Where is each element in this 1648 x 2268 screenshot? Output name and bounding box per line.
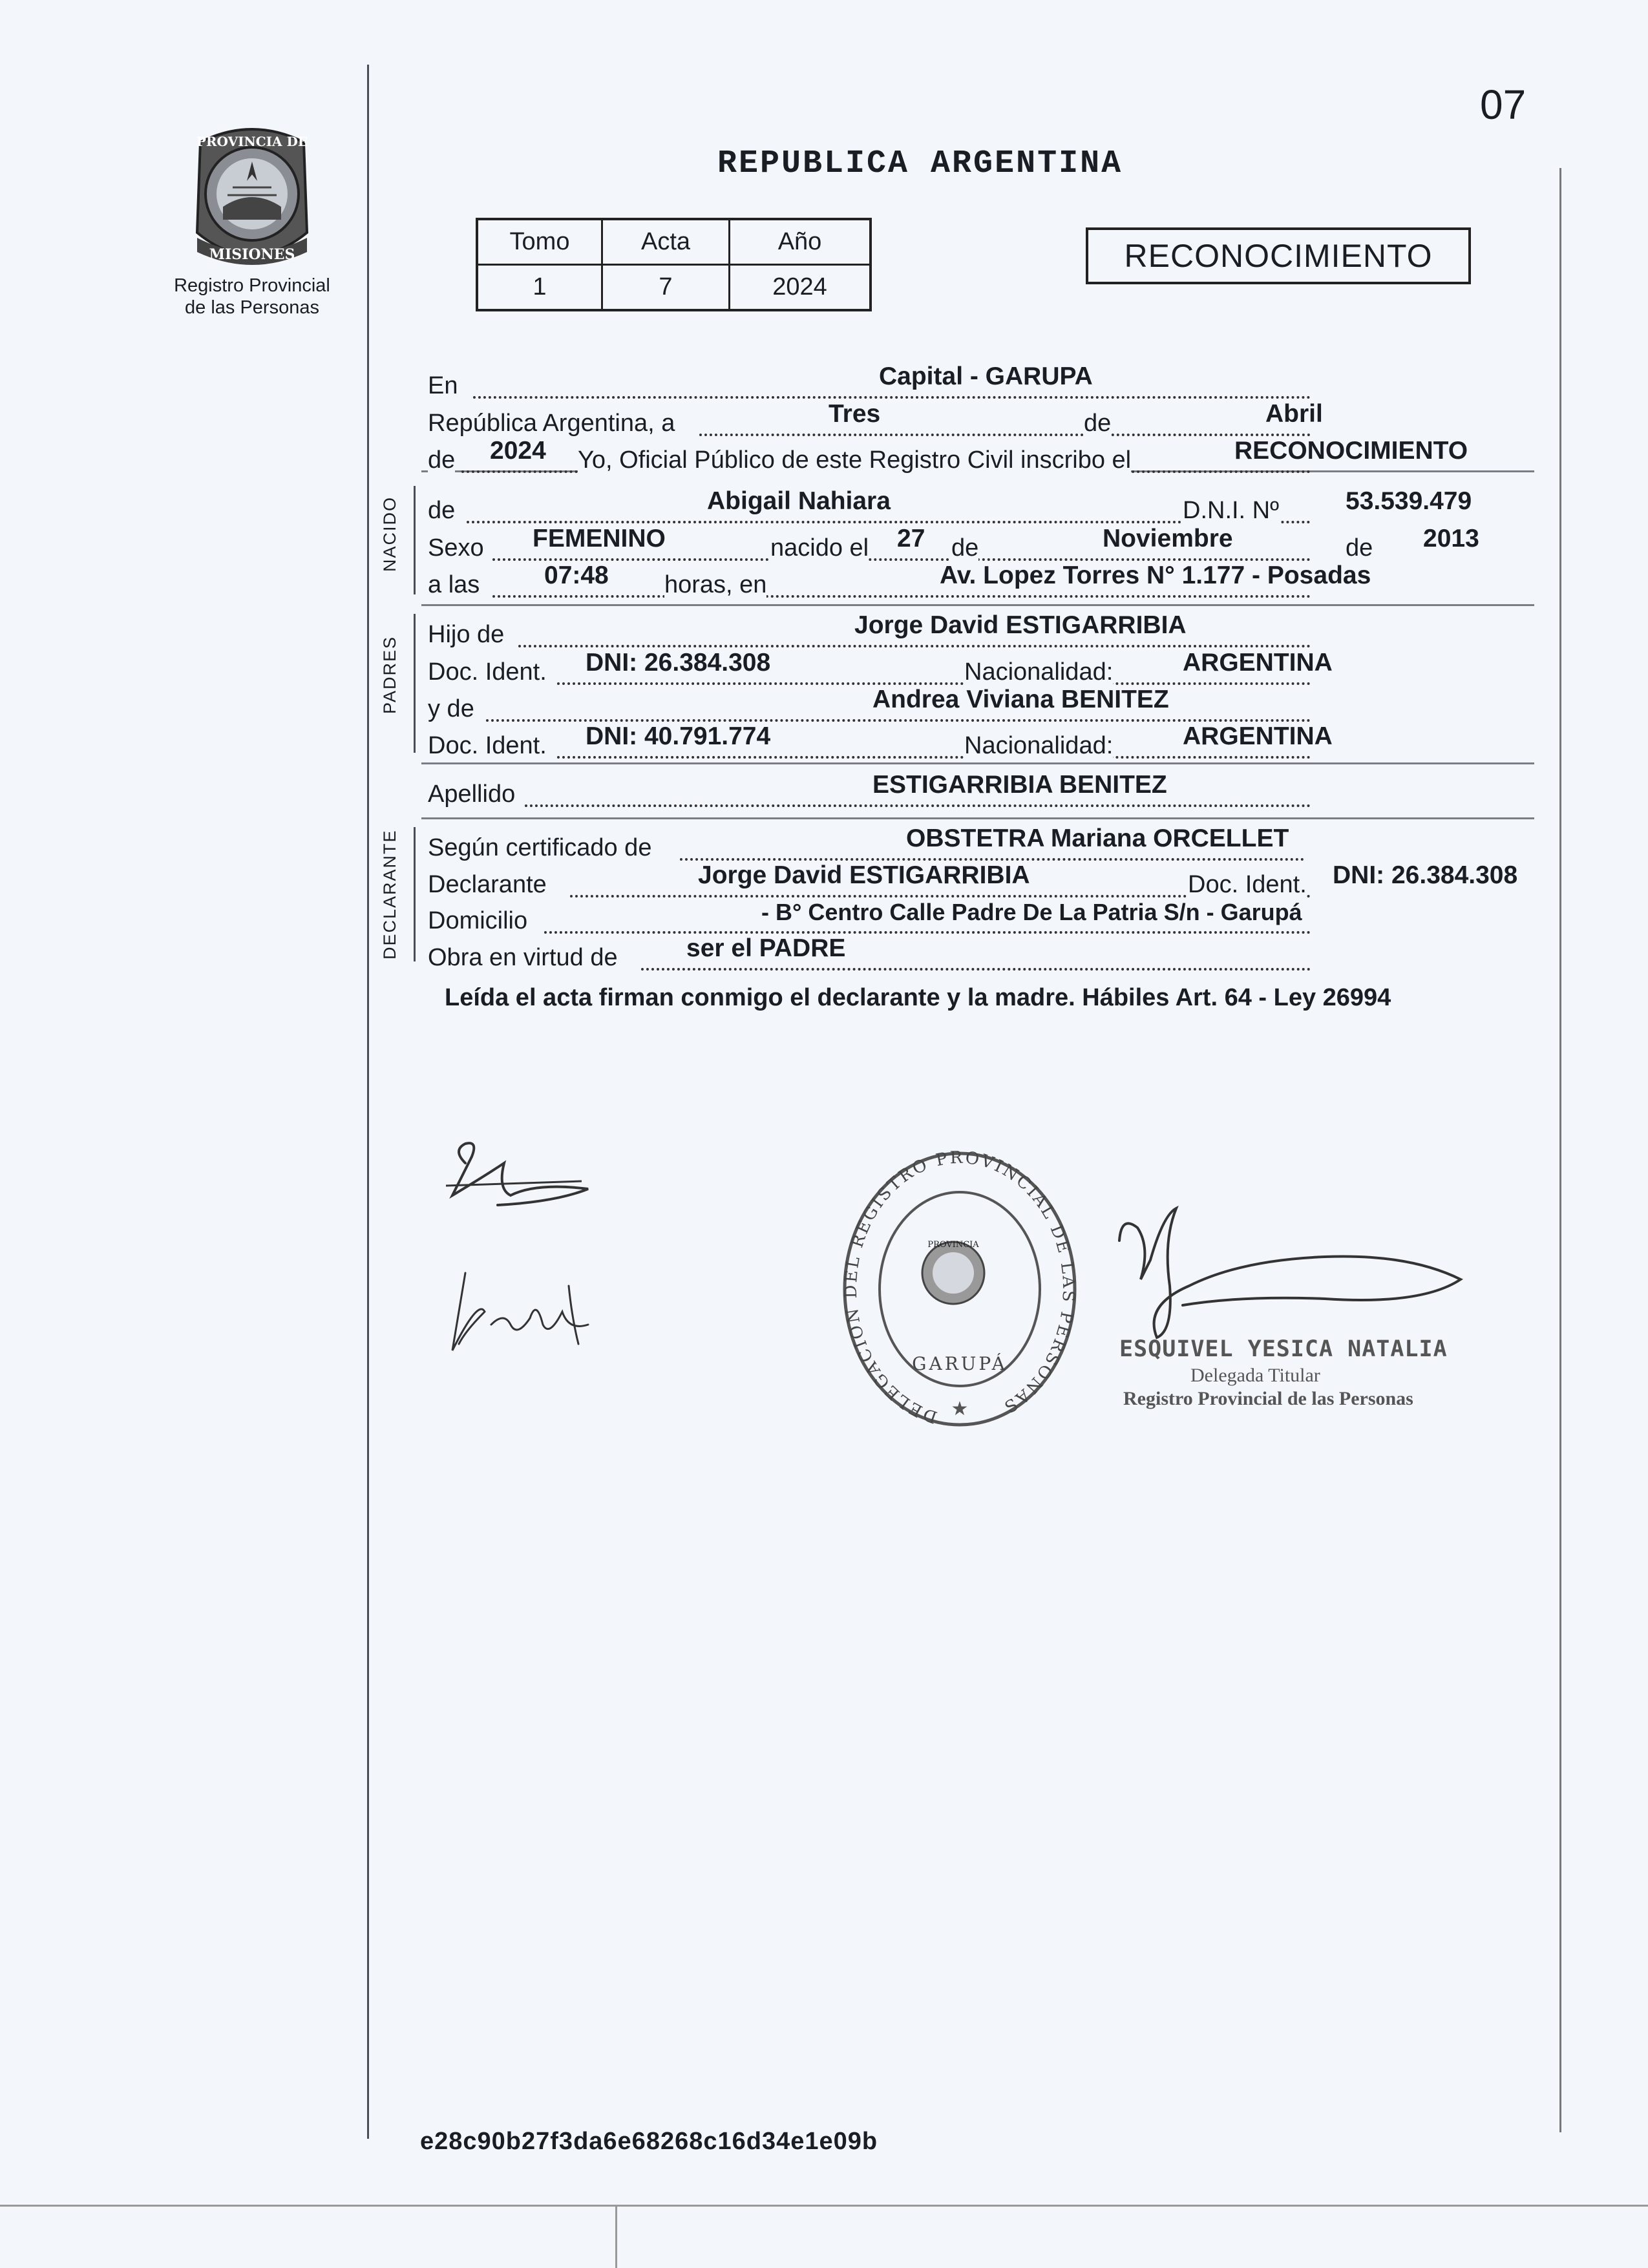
father-nationality-value: ARGENTINA [1183,649,1333,677]
official-role: Delegada Titular [1190,1365,1320,1386]
horas-label: horas, en [664,571,767,598]
bottom-border-line [0,2205,1648,2207]
child-name-value: Abigail Nahiara [707,487,891,515]
row-father-doc [428,651,1533,689]
bracket-declarante [414,827,416,961]
stamp-star: ★ [951,1398,969,1420]
obra-value: ser el PADRE [686,934,846,962]
row-date [428,400,1533,440]
day-value: Tres [829,400,881,428]
bracket-nacido [414,486,416,594]
place-value: Capital - GARUPA [879,362,1093,390]
declarante-value: Jorge David ESTIGARRIBIA [698,861,1030,889]
logo-caption-line2: de las Personas [185,297,319,318]
declarante-doc-label: Doc. Ident. [1188,871,1307,898]
row-address [428,900,1533,938]
father-doc-value: DNI: 26.384.308 [586,649,771,677]
tomo-value: 1 [477,265,602,311]
registry-table-header-row [477,219,871,265]
acta-value: 7 [602,265,730,311]
father-name-value: Jorge David ESTIGARRIBIA [854,611,1187,639]
logo-text-bottom: MISIONES [209,246,295,263]
domicilio-label: Domicilio [428,907,528,934]
row-child-name [428,487,1533,527]
logo-caption-line1: Registro Provincial [174,275,330,296]
birth-time-value: 07:48 [544,562,609,589]
row-declarant [428,861,1533,901]
side-label-padres: PADRES [380,635,399,714]
a-las-label: a las [428,571,480,598]
separator-padres-bottom [421,762,1534,764]
mother-nationality-value: ARGENTINA [1183,722,1333,750]
bottom-tick [615,2205,617,2268]
inscribo-text: Yo, Oficial Público de este Registro Civil inscribo el [578,446,1132,474]
birth-day-value: 27 [897,525,925,552]
row-mother [428,688,1533,726]
y-de-label: y de [428,695,474,722]
mother-doc-label: Doc. Ident. [428,732,547,759]
document-title: REPUBLICA ARGENTINA [717,145,1123,182]
row-place [428,362,1533,403]
mother-nationality-label: Nacionalidad: [964,732,1114,759]
mother-doc-value: DNI: 40.791.774 [586,722,771,750]
father-nationality-label: Nacionalidad: [964,658,1114,686]
year-de-label: de [428,446,456,474]
hijo-label: Hijo de [428,621,505,648]
republica-label: República Argentina, a [428,410,675,437]
left-margin-line [367,65,369,2139]
row-inscribo [428,439,1533,477]
row-father [428,611,1533,651]
anio-value: 2024 [730,265,871,311]
domicilio-value: - B° Centro Calle Padre De La Patria S/n - Garupá [761,899,1302,925]
legal-text: Leída el acta firman conmigo el declarante y la madre. Hábiles Art. 64 - Ley 26994 [445,984,1391,1011]
signature-declarante [427,1137,607,1241]
sexo-value: FEMENINO [533,525,666,552]
separator-padres-top [421,604,1534,606]
logo-caption [149,275,355,319]
stamp-town: GARUPÁ [912,1353,1008,1374]
official-office: Registro Provincial de las Personas [1123,1388,1413,1409]
act-type-box: RECONOCIMIENTO [1086,227,1471,284]
page-number: 07 [1480,81,1527,128]
birth-place-value: Av. Lopez Torres N° 1.177 - Posadas [940,562,1371,589]
row-mother-doc [428,722,1533,762]
declarante-label: Declarante [428,871,547,898]
row-certificate [428,824,1533,865]
row-reason [428,934,1533,974]
name-de-label: de [428,497,456,524]
apellido-label: Apellido [428,781,516,808]
certificado-value: OBSTETRA Mariana ORCELLET [906,824,1289,852]
row-sex-birth [428,527,1533,565]
official-stamp [840,1150,1079,1434]
month-value: Abril [1265,400,1323,428]
dni-label: D.N.I. Nº [1183,497,1279,524]
official-name: ESQUIVEL YESICA NATALIA [1119,1336,1448,1362]
apellido-value: ESTIGARRIBIA BENITEZ [872,771,1167,799]
registry-table [476,218,872,311]
tomo-header: Tomo [477,219,602,265]
row-birth-time-place [428,564,1533,602]
sexo-label: Sexo [428,534,484,562]
nacido-label: nacido el [770,534,869,562]
stamp-inner-text: PROVINCIA [927,1240,979,1250]
birth-de-label: de [951,534,979,562]
separator-declarante-top [421,817,1534,819]
obra-label: Obra en virtud de [428,944,618,971]
stamp-ring-text: DELEGACION DEL REGISTRO PROVINCIAL DE LAS PERSONAS [841,1150,1079,1427]
side-label-declarante: DECLARANTE [380,829,399,960]
birth-month-value: Noviembre [1103,525,1233,552]
mother-name-value: Andrea Viviana BENITEZ [872,686,1169,713]
de-label: de [1084,410,1112,437]
row-surname [428,773,1533,811]
signature-madre [439,1260,620,1363]
bracket-padres [414,614,416,753]
father-doc-label: Doc. Ident. [428,658,547,686]
inscribo-value: RECONOCIMIENTO [1234,437,1468,465]
signature-official [1112,1202,1474,1350]
en-label: En [428,372,458,399]
certificado-label: Según certificado de [428,834,652,861]
declarante-doc-value: DNI: 26.384.308 [1333,861,1518,889]
logo-text-top: PROVINCIA DE [196,134,308,149]
registry-table-value-row [477,265,871,311]
birth-year-label: de [1346,534,1373,562]
acta-header: Acta [602,219,730,265]
child-dni-value: 53.539.479 [1346,487,1472,515]
right-margin-line [1559,168,1561,2132]
province-logo [174,123,330,275]
year-value: 2024 [490,437,546,465]
document-hash: e28c90b27f3da6e68268c16d34e1e09b [420,2128,878,2155]
anio-header: Año [730,219,871,265]
birth-year-value: 2013 [1423,525,1479,552]
side-label-nacido: NACIDO [380,496,399,572]
